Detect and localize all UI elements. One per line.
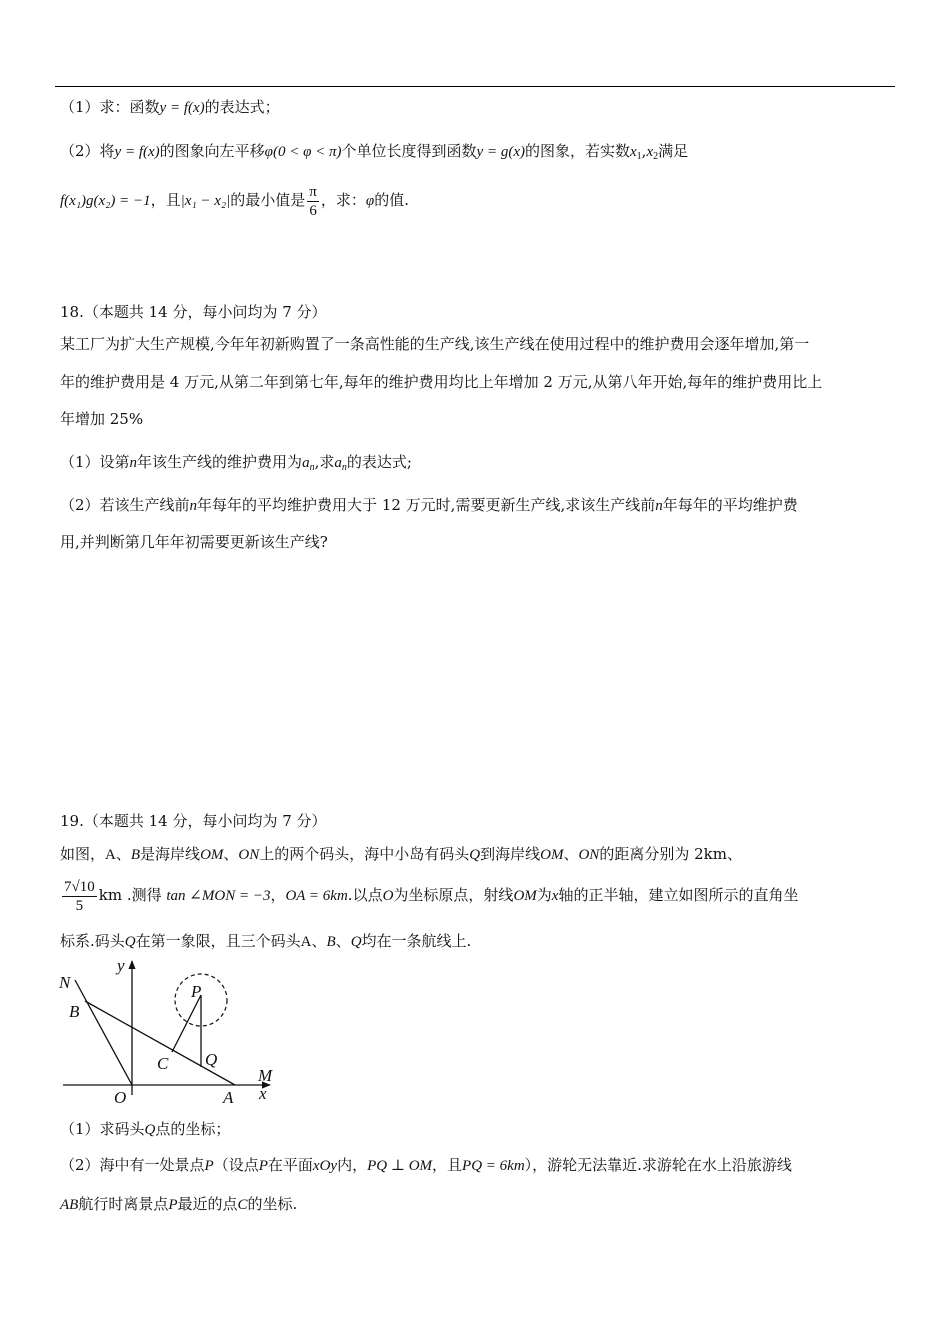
label-x: x xyxy=(259,1084,267,1103)
label-C: C xyxy=(157,1054,169,1073)
label-N: N xyxy=(59,973,71,992)
q19-body-line3: 标系.码头Q在第一象限，且三个码头A、B、Q均在一条航线上. xyxy=(60,932,472,950)
q18-part2: （2）若该生产线前n年每年的平均维护费用大于 12 万元时,需要更新生产线,求该生产线前n年每年的平均维护费 xyxy=(60,496,798,514)
label-A: A xyxy=(223,1088,234,1107)
q19-body-line1: 如图，A、B是海岸线OM、ON上的两个码头，海中小岛有码头Q到海岸线OM、ON的距离分别为 2km、 xyxy=(60,845,742,863)
q18-part1: （1）设第n年该生产线的维护费用为$a_n$,求$a_n$的表达式; xyxy=(60,453,412,473)
q19-part1: （1）求码头Q点的坐标； xyxy=(60,1120,231,1138)
label-B: B xyxy=(69,1002,80,1021)
q18-body-line2: 年的维护费用是 4 万元,从第二年到第七年,每年的维护费用均比上年增加 2 万元,从第八年开始,每年的维护费用比上 xyxy=(60,373,823,391)
q19-body-line2: $\frac{7√10}{5}$ km .测得 tan ∠MON = −3，OA = 6km.以点O为坐标原点，射线OM为x轴的正半轴，建立如图所示的直角坐 xyxy=(64,878,799,914)
top-rule xyxy=(55,86,895,87)
label-Q: Q xyxy=(205,1050,218,1069)
ray-ON xyxy=(75,980,132,1085)
seven-root-ten-over-five-fraction: $\frac{7√10}{5}$ xyxy=(64,878,95,914)
q18-part2-line2: 用,并判断第几年年初需要更新该生产线? xyxy=(60,533,328,551)
q18-body-line1: 某工厂为扩大生产规模,今年年初新购置了一条高性能的生产线,该生产线在使用过程中的维护费用会逐年增加,第一 xyxy=(60,335,810,353)
label-y: y xyxy=(117,956,125,975)
q19-part2: （2）海中有一处景点P（设点P在平面xOy内，PQ ⊥ OM，且PQ = 6km），游轮无法靠近.求游轮在水上沿旅游线 xyxy=(60,1156,792,1174)
q19-part2-line2: AB航行时离景点P最近的点C的坐标. xyxy=(60,1195,298,1213)
q17-part2-condition: f(x₁)g(x₂) = −1，且|x₁ − x₂|的最小值是 $\frac{\pi}{6}$ ，求：φ的值. xyxy=(60,183,409,219)
pi-over-six-fraction: $\frac{\pi}{6}$ xyxy=(309,183,317,219)
label-O: O xyxy=(114,1088,127,1107)
q19-header: 19.（本题共 14 分，每小问均为 7 分） xyxy=(60,812,327,830)
coordinate-figure xyxy=(55,955,295,1110)
segment-PC xyxy=(172,995,201,1052)
q17-part1: （1）求：函数y = f(x)的表达式； xyxy=(60,98,280,116)
q17-part2: （2）将y = f(x)的图象向左平移φ(0 < φ < π)个单位长度得到函数y = g(x)的图象，若实数$x_1,x_2$满足 xyxy=(60,142,689,162)
label-P: P xyxy=(191,982,202,1001)
q18-header: 18.（本题共 14 分，每小问均为 7 分） xyxy=(60,303,327,321)
label-M: M xyxy=(258,1066,273,1085)
q18-body-line3: 年增加 25% xyxy=(60,410,144,428)
